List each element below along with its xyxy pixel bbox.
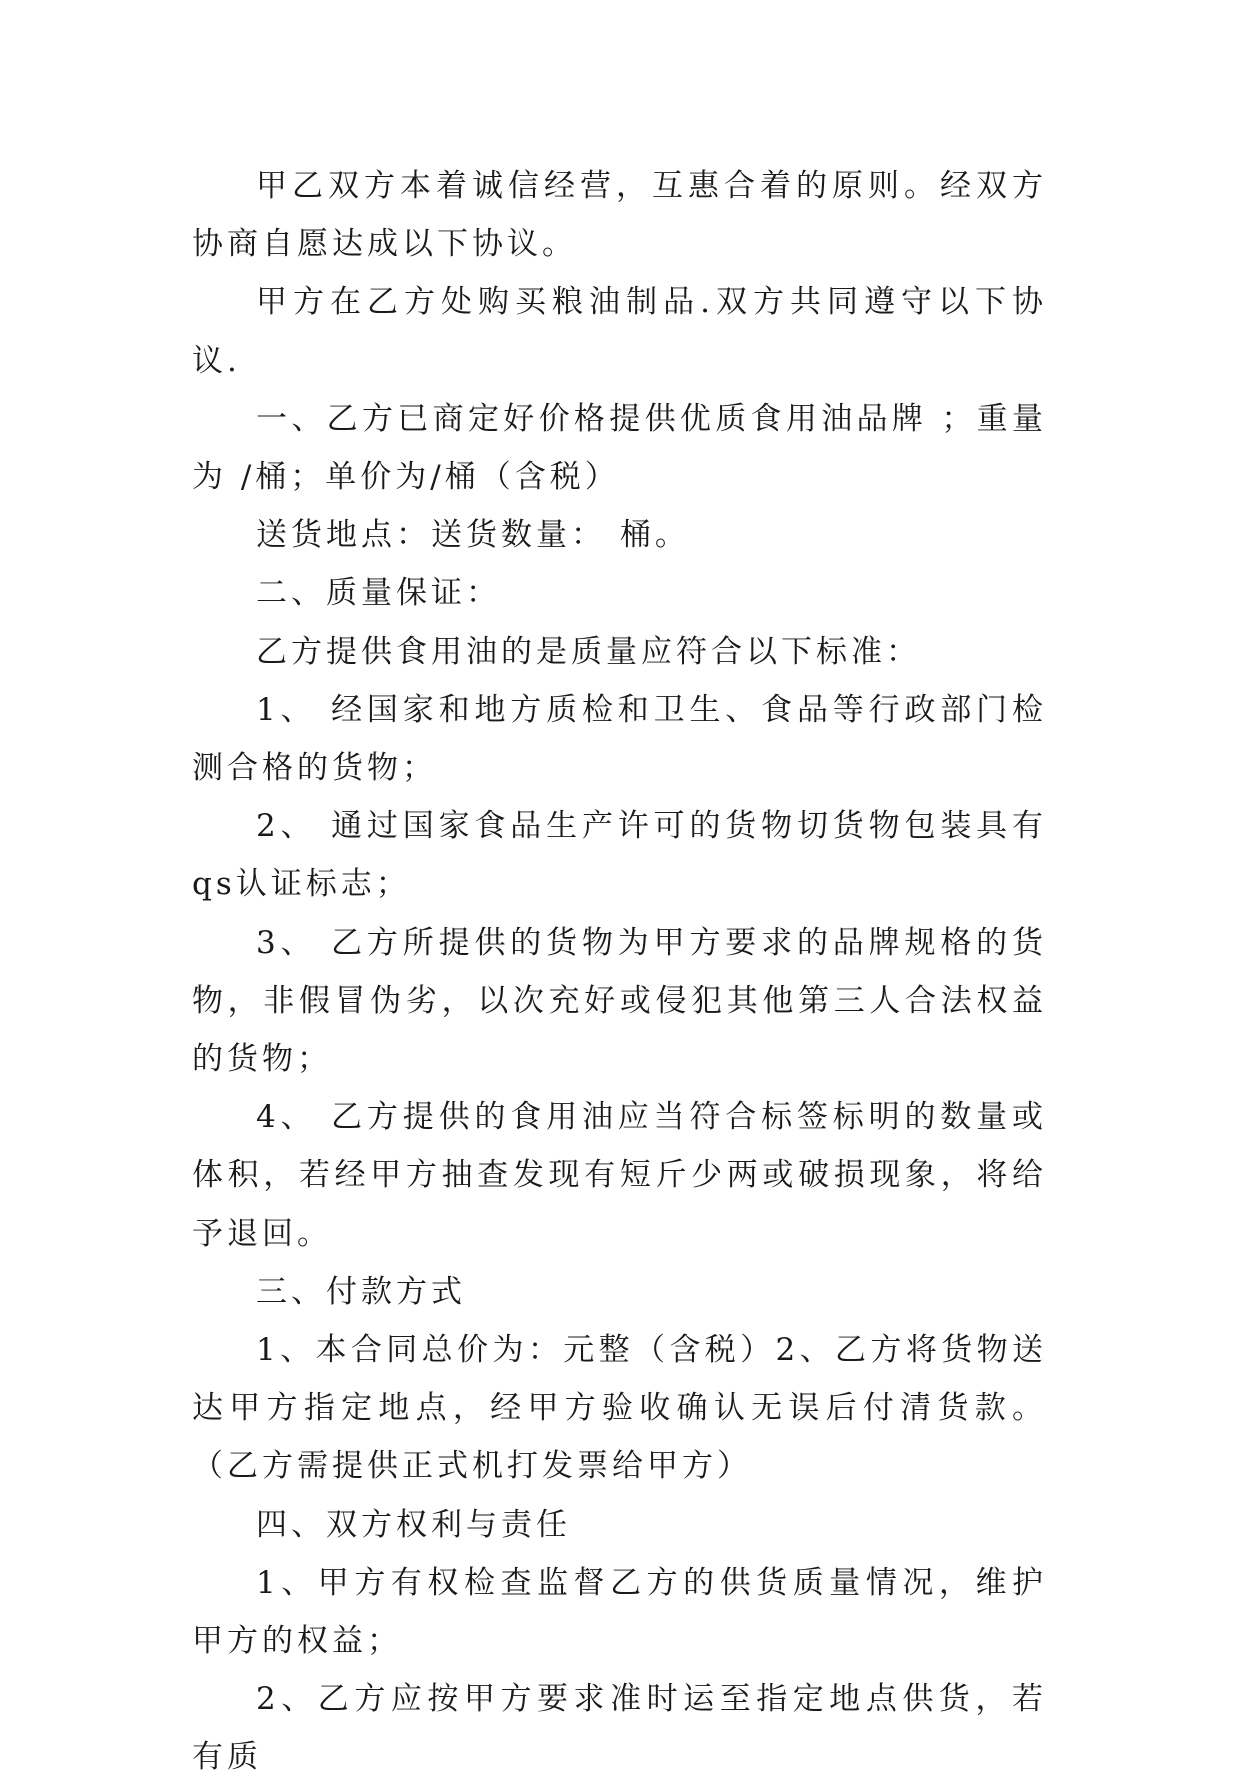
heading-rights: 四、双方权利与责任 [256,1506,571,1543]
paragraph-quality-standard: 乙方提供食用油的是质量应符合以下标准： [256,633,921,670]
paragraph-rights-item-2: 2、乙方应按甲方要求准时运至指定地点供货，若有质 [192,1681,1047,1776]
paragraph-clause-1-brand: 一、乙方已商定好价格提供优质食用油品牌 ；重量为 /桶；单价为/桶（含税） [192,400,1047,496]
paragraph-purchase: 甲方在乙方处购买粮油制品.双方共同遵守以下协议. [192,284,1047,379]
paragraph-quality-item-4: 4、 乙方提供的食用油应当符合标签标明的数量或体积，若经甲方抽查发现有短斤少两或破损现象，将给予退回。 [192,1099,1047,1252]
paragraph-quality-item-2: 2、 通过国家食品生产许可的货物切货物包装具有qs认证标志； [192,808,1047,903]
document-body [192,157,1047,1787]
paragraph-rights-item-1: 1、甲方有权检查监督乙方的供货质量情况，维护甲方的权益； [192,1564,1047,1660]
paragraph-quality-item-3: 3、 乙方所提供的货物为甲方要求的品牌规格的货物，非假冒伪劣，以次充好或侵犯其他第三人合法权益的货物； [192,924,1047,1078]
heading-quality: 二、质量保证： [256,575,501,612]
paragraph-intro: 甲乙双方本着诚信经营，互惠合着的原则。经双方协商自愿达成以下协议。 [192,168,1047,263]
paragraph-delivery: 送货地点：送货数量： 桶。 [256,517,690,554]
paragraph-payment-items: 1、本合同总价为：元整（含税）2、乙方将货物送达甲方指定地点，经甲方验收确认无误后付清货款。（乙方需提供正式机打发票给甲方） [192,1332,1047,1485]
heading-payment: 三、付款方式 [256,1273,466,1310]
paragraph-quality-item-1: 1、 经国家和地方质检和卫生、食品等行政部门检测合格的货物； [192,691,1047,787]
